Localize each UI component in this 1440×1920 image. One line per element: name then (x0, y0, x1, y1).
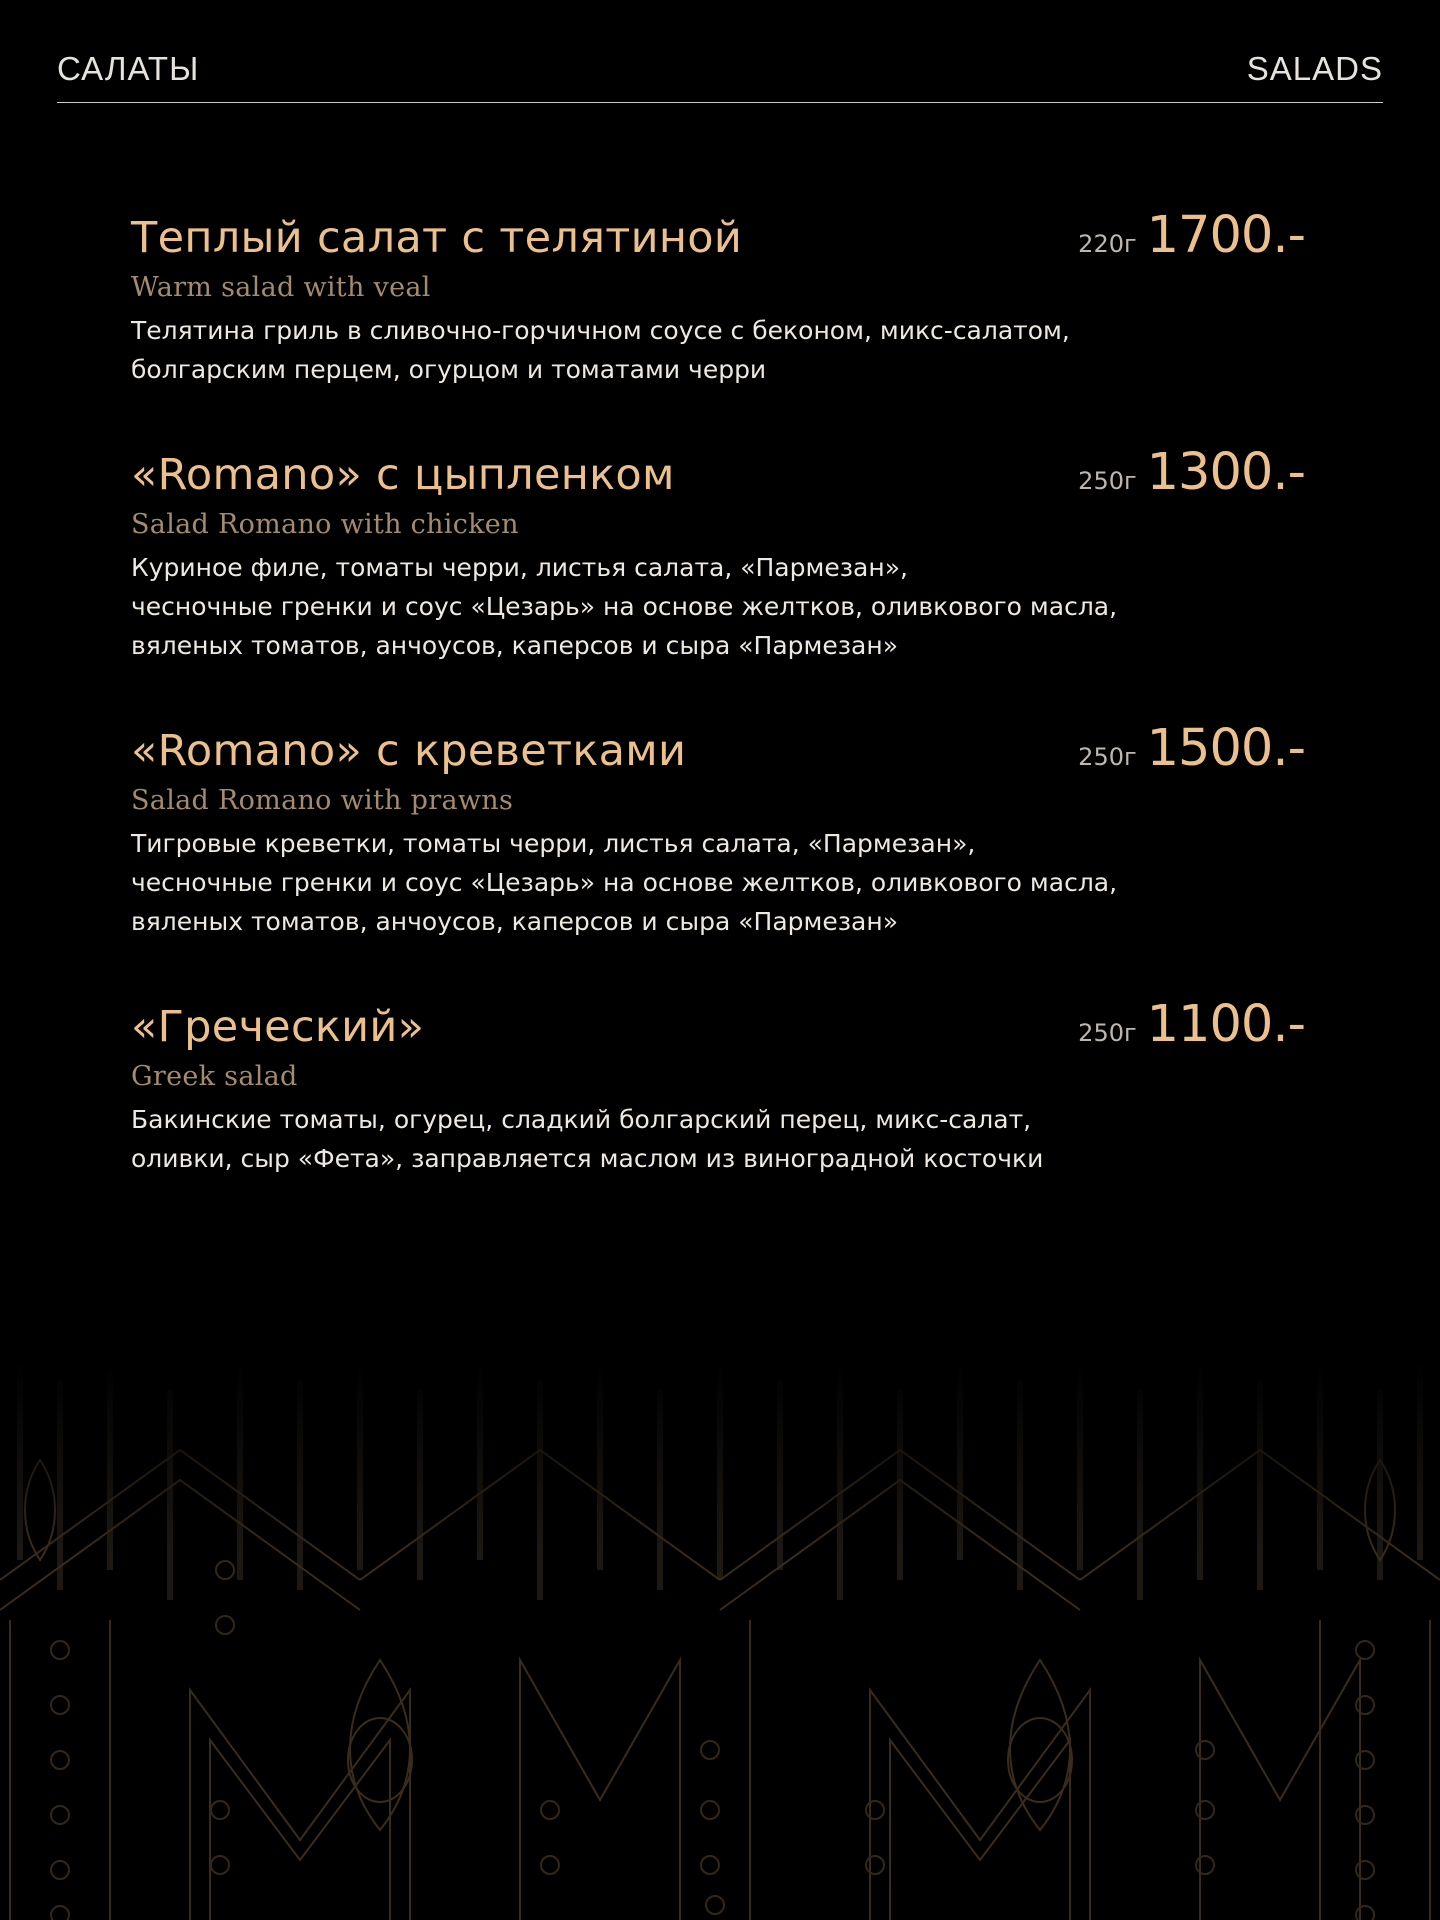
description-line: чесночные гренки и соус «Цезарь» на основе желтков, оливкового масла, (131, 868, 1118, 897)
dish-subtitle: Warm salad with veal (131, 272, 431, 303)
section-title-ru: САЛАТЫ (57, 50, 200, 87)
price-block (1078, 206, 1305, 265)
description-line: Куриное филе, томаты черри, листья салата, «Пармезан», (131, 553, 908, 582)
price-block (1078, 719, 1305, 778)
dish-title: «Romano» с креветками (131, 726, 687, 776)
menu-item (131, 995, 1305, 1178)
section-header (57, 48, 1383, 103)
dish-weight: 220г (1078, 230, 1137, 258)
dish-subtitle: Greek salad (131, 1061, 298, 1092)
dish-weight: 250г (1078, 1019, 1137, 1047)
dish-title: «Греческий» (131, 1002, 425, 1052)
dish-description (131, 824, 1118, 941)
description-line: Бакинские томаты, огурец, сладкий болгарский перец, микс-салат, (131, 1105, 1032, 1134)
price-block (1078, 995, 1305, 1054)
dish-price: 1500.- (1146, 719, 1305, 778)
dish-price: 1300.- (1146, 443, 1305, 502)
price-block (1078, 443, 1305, 502)
dish-title: «Romano» с цыпленком (131, 450, 675, 500)
dish-price: 1100.- (1146, 995, 1305, 1054)
menu-item (131, 443, 1305, 665)
dish-weight: 250г (1078, 467, 1137, 495)
dish-description (131, 1100, 1091, 1178)
description-line: Тигровые креветки, томаты черри, листья салата, «Пармезан», (131, 829, 976, 858)
menu-item (131, 206, 1305, 389)
dish-price: 1700.- (1146, 206, 1305, 265)
dish-weight: 250г (1078, 743, 1137, 771)
menu-item (131, 719, 1305, 941)
dish-subtitle: Salad Romano with prawns (131, 785, 514, 816)
description-line: оливки, сыр «Фета», заправляется маслом из виноградной косточки (131, 1144, 1044, 1173)
decorative-ornament (0, 1360, 1440, 1920)
description-line: чесночные гренки и соус «Цезарь» на основе желтков, оливкового масла, (131, 592, 1118, 621)
description-line: вяленых томатов, анчоусов, каперсов и сыра «Пармезан» (131, 907, 899, 936)
dish-subtitle: Salad Romano with chicken (131, 509, 519, 540)
section-title-en: SALADS (1246, 50, 1383, 87)
dish-description (131, 311, 1091, 389)
dish-description (131, 548, 1118, 665)
dish-title: Теплый салат с телятиной (131, 213, 743, 263)
menu-list (131, 206, 1305, 1232)
description-line: Телятина гриль в сливочно-горчичном соусе с беконом, микс-салатом, (131, 316, 1070, 345)
description-line: вяленых томатов, анчоусов, каперсов и сыра «Пармезан» (131, 631, 899, 660)
description-line: болгарским перцем, огурцом и томатами черри (131, 355, 767, 384)
